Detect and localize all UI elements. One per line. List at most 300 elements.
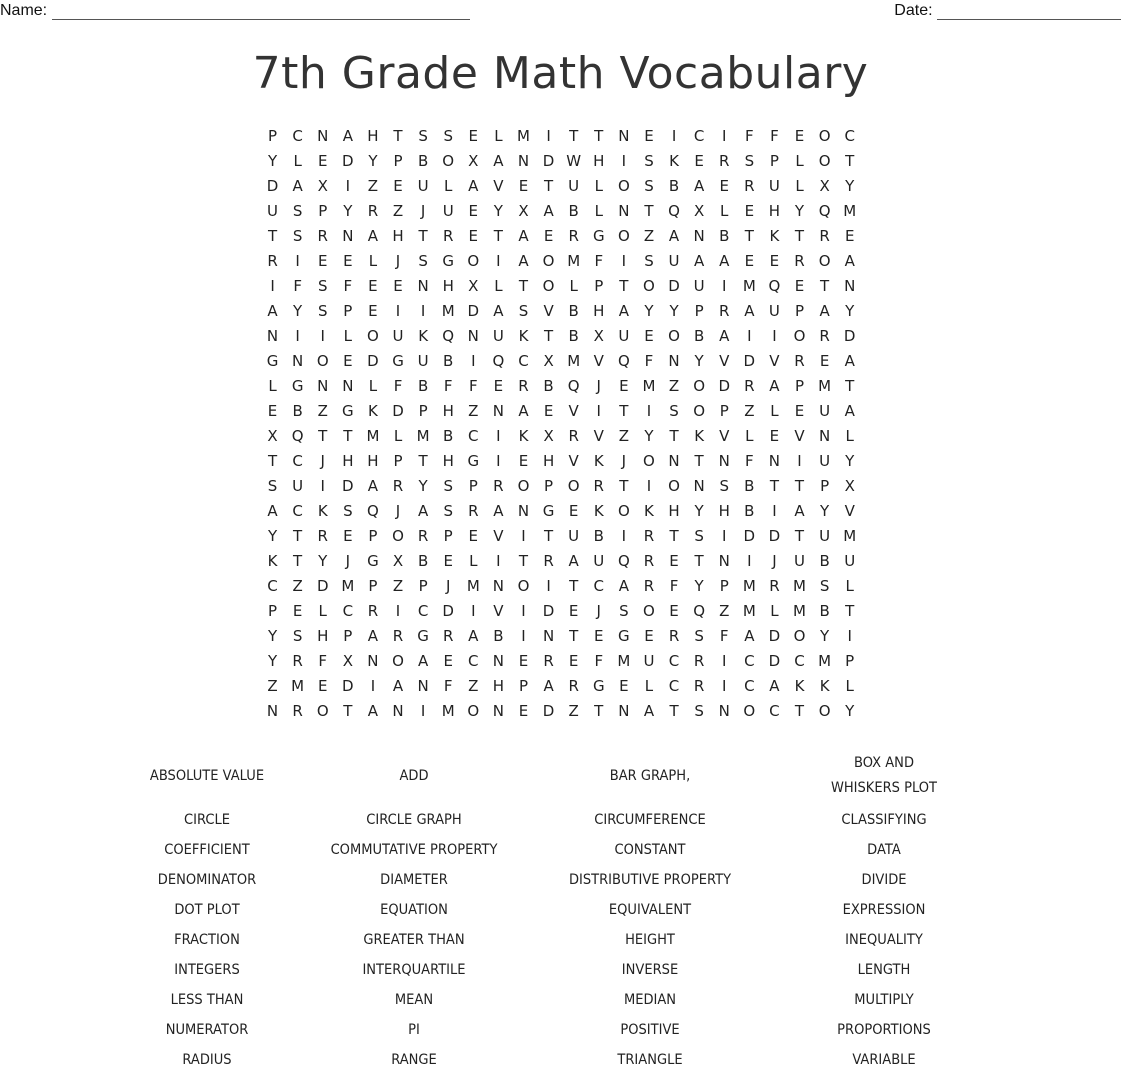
grid-letter[interactable]: R [317,227,328,245]
grid-letter[interactable]: A [744,302,755,320]
grid-letter[interactable]: D [367,352,379,370]
grid-letter[interactable]: P [393,152,403,170]
grid-letter[interactable]: S [443,127,453,145]
grid-letter[interactable]: S [443,502,453,520]
grid-letter[interactable]: X [694,202,705,220]
grid-letter[interactable]: F [318,652,328,670]
grid-letter[interactable]: U [568,527,580,545]
grid-letter[interactable]: Q [818,202,831,220]
grid-letter[interactable]: E [594,627,604,645]
grid-letter[interactable]: E [794,127,805,145]
grid-letter[interactable]: E [267,402,278,420]
grid-letter[interactable]: K [518,427,529,445]
grid-letter[interactable]: O [316,702,329,720]
grid-letter[interactable]: N [718,552,730,570]
grid-letter[interactable]: L [745,427,754,445]
grid-letter[interactable]: I [496,427,501,445]
grid-letter[interactable]: N [467,327,479,345]
grid-letter[interactable]: N [317,377,329,395]
grid-letter[interactable]: S [343,502,353,520]
grid-letter[interactable]: T [343,427,353,445]
grid-letter[interactable]: F [669,577,679,595]
grid-letter[interactable]: Q [668,202,680,220]
grid-letter[interactable]: A [493,502,504,520]
grid-letter[interactable]: E [694,152,704,170]
grid-letter[interactable]: E [744,252,755,270]
grid-letter[interactable]: V [794,427,805,445]
grid-letter[interactable]: C [668,652,680,670]
grid-letter[interactable]: R [392,477,404,495]
grid-letter[interactable]: E [669,602,679,620]
grid-letter[interactable]: L [569,277,578,295]
grid-letter[interactable]: H [668,502,680,520]
grid-letter[interactable]: S [744,152,755,170]
grid-letter[interactable]: T [619,477,629,495]
grid-letter[interactable]: G [291,377,304,395]
grid-letter[interactable]: R [442,227,454,245]
grid-letter[interactable]: T [619,402,629,420]
grid-letter[interactable]: E [468,227,479,245]
grid-letter[interactable]: L [795,152,804,170]
grid-letter[interactable]: N [618,702,630,720]
grid-letter[interactable]: R [392,627,404,645]
grid-letter[interactable]: A [392,677,404,695]
grid-letter[interactable]: A [267,502,278,520]
grid-letter[interactable]: P [544,477,554,495]
grid-letter[interactable]: O [467,702,480,720]
grid-letter[interactable]: A [367,702,379,720]
grid-letter[interactable]: U [442,202,454,220]
grid-letter[interactable]: T [293,552,303,570]
grid-letter[interactable]: G [618,627,630,645]
grid-letter[interactable]: U [693,277,705,295]
grid-letter[interactable]: A [668,227,680,245]
grid-letter[interactable]: P [769,152,779,170]
grid-letter[interactable]: X [342,652,353,670]
grid-letter[interactable]: U [643,652,655,670]
grid-letter[interactable]: E [468,127,479,145]
grid-letter[interactable]: D [542,702,555,720]
grid-letter[interactable]: I [772,327,777,345]
grid-letter[interactable]: N [492,652,504,670]
grid-letter[interactable]: O [316,352,329,370]
grid-letter[interactable]: E [368,302,378,320]
grid-letter[interactable]: E [393,177,403,195]
grid-letter[interactable]: L [845,427,854,445]
grid-letter[interactable]: G [442,252,455,270]
grid-letter[interactable]: P [694,302,704,320]
grid-letter[interactable]: R [292,702,303,720]
grid-letter[interactable]: P [418,577,428,595]
grid-letter[interactable]: E [644,627,654,645]
grid-letter[interactable]: I [521,602,526,620]
grid-letter[interactable]: N [517,502,530,520]
grid-letter[interactable]: L [494,127,503,145]
grid-letter[interactable]: T [543,327,554,345]
grid-letter[interactable]: I [496,552,501,570]
grid-letter[interactable]: K [694,427,705,445]
grid-letter[interactable]: E [568,602,579,620]
grid-letter[interactable]: X [317,177,328,195]
grid-letter[interactable]: Y [267,527,278,545]
grid-letter[interactable]: V [593,427,604,445]
grid-letter[interactable]: Y [845,302,855,320]
grid-letter[interactable]: J [772,552,777,570]
grid-letter[interactable]: P [268,127,278,145]
grid-letter[interactable]: A [468,177,479,195]
grid-letter[interactable]: N [618,202,630,220]
grid-letter[interactable]: Z [367,177,379,195]
grid-letter[interactable]: K [644,502,654,520]
grid-letter[interactable]: M [742,577,756,595]
grid-letter[interactable]: E [619,677,629,695]
grid-letter[interactable]: R [568,427,579,445]
grid-letter[interactable]: O [818,252,831,270]
grid-letter[interactable]: N [492,702,504,720]
grid-letter[interactable]: E [518,177,529,195]
grid-letter[interactable]: O [693,377,706,395]
grid-letter[interactable]: E [343,252,353,270]
grid-letter[interactable]: V [543,302,554,320]
grid-letter[interactable]: L [770,402,779,420]
grid-letter[interactable]: T [644,202,654,220]
grid-letter[interactable]: I [496,252,501,270]
grid-letter[interactable]: S [719,477,729,495]
grid-letter[interactable]: T [794,527,805,545]
grid-letter[interactable]: Z [317,402,328,420]
grid-letter[interactable]: C [744,652,755,670]
grid-letter[interactable]: R [367,202,379,220]
grid-letter[interactable]: G [392,352,404,370]
grid-letter[interactable]: U [593,552,605,570]
grid-letter[interactable]: I [270,277,275,295]
grid-letter[interactable]: Y [669,302,679,320]
grid-letter[interactable]: R [819,327,830,345]
grid-letter[interactable]: T [493,227,503,245]
grid-letter[interactable]: I [345,177,351,195]
grid-letter[interactable]: I [420,702,426,720]
grid-letter[interactable]: V [769,352,780,370]
grid-letter[interactable]: G [266,352,279,370]
grid-letter[interactable]: T [619,277,629,295]
grid-letter[interactable]: O [442,152,455,170]
grid-letter[interactable]: N [844,277,856,295]
grid-letter[interactable]: T [569,627,579,645]
grid-letter[interactable]: E [443,652,453,670]
grid-letter[interactable]: M [617,652,631,670]
grid-letter[interactable]: A [292,177,303,195]
grid-letter[interactable]: R [693,652,705,670]
grid-letter[interactable]: A [493,152,504,170]
grid-letter[interactable]: V [493,602,504,620]
grid-letter[interactable]: T [694,452,704,470]
grid-letter[interactable]: T [543,177,554,195]
grid-letter[interactable]: I [722,127,727,145]
grid-letter[interactable]: N [342,227,354,245]
grid-letter[interactable]: F [594,652,604,670]
grid-letter[interactable]: R [819,227,830,245]
grid-letter[interactable]: O [668,327,680,345]
grid-letter[interactable]: Y [493,202,503,220]
grid-letter[interactable]: O [643,452,655,470]
grid-letter[interactable]: T [569,127,579,145]
grid-letter[interactable]: K [593,452,604,470]
grid-letter[interactable]: T [594,702,604,720]
grid-letter[interactable]: C [593,577,604,595]
grid-letter[interactable]: O [818,152,831,170]
grid-letter[interactable]: E [292,602,303,620]
grid-letter[interactable]: P [468,477,478,495]
grid-letter[interactable]: F [443,677,453,695]
grid-letter[interactable]: X [593,327,604,345]
grid-letter[interactable]: I [621,152,627,170]
grid-letter[interactable]: R [668,627,680,645]
grid-letter[interactable]: E [769,252,780,270]
grid-letter[interactable]: C [417,602,429,620]
grid-letter[interactable]: D [342,477,354,495]
grid-letter[interactable]: N [618,127,630,145]
grid-letter[interactable]: K [317,502,328,520]
grid-letter[interactable]: M [642,377,656,395]
grid-letter[interactable]: Q [768,277,781,295]
grid-letter[interactable]: Y [820,627,830,645]
grid-letter[interactable]: O [793,327,806,345]
grid-letter[interactable]: R [518,377,529,395]
grid-letter[interactable]: Z [668,377,680,395]
grid-letter[interactable]: P [719,577,729,595]
grid-letter[interactable]: S [292,227,303,245]
grid-letter[interactable]: M [818,377,832,395]
grid-letter[interactable]: T [820,277,830,295]
grid-letter[interactable]: Y [267,652,278,670]
grid-letter[interactable]: N [768,452,781,470]
grid-letter[interactable]: B [443,427,454,445]
grid-letter[interactable]: N [392,702,404,720]
grid-letter[interactable]: A [744,627,755,645]
grid-letter[interactable]: C [744,677,755,695]
grid-letter[interactable]: Z [568,702,579,720]
grid-letter[interactable]: P [368,577,378,595]
grid-letter[interactable]: T [569,577,579,595]
grid-letter[interactable]: F [719,627,729,645]
grid-letter[interactable]: O [392,652,404,670]
grid-letter[interactable]: Q [291,427,304,445]
grid-letter[interactable]: Q [492,352,505,370]
grid-letter[interactable]: D [542,152,555,170]
grid-letter[interactable]: B [593,527,604,545]
grid-letter[interactable]: M [793,577,806,595]
grid-letter[interactable]: Y [845,177,855,195]
grid-letter[interactable]: P [368,527,378,545]
grid-letter[interactable]: X [468,277,479,295]
grid-letter[interactable]: E [794,402,805,420]
grid-letter[interactable]: R [744,177,755,195]
grid-letter[interactable]: J [420,202,426,220]
grid-letter[interactable]: D [342,152,354,170]
grid-letter[interactable]: I [847,627,852,645]
grid-letter[interactable]: M [818,652,832,670]
grid-letter[interactable]: U [819,527,831,545]
grid-letter[interactable]: N [417,677,429,695]
grid-letter[interactable]: N [317,127,329,145]
grid-letter[interactable]: T [418,227,428,245]
grid-letter[interactable]: Q [567,377,580,395]
grid-letter[interactable]: E [317,252,328,270]
grid-letter[interactable]: R [643,552,655,570]
grid-letter[interactable]: A [719,327,730,345]
grid-letter[interactable]: A [417,502,429,520]
grid-letter[interactable]: L [770,602,779,620]
grid-letter[interactable]: L [594,202,603,220]
grid-letter[interactable]: A [367,477,379,495]
grid-letter[interactable]: S [317,302,328,320]
grid-letter[interactable]: Y [794,202,805,220]
grid-letter[interactable]: H [367,127,379,145]
grid-letter[interactable]: G [467,452,480,470]
grid-letter[interactable]: B [568,302,579,320]
grid-letter[interactable]: L [494,277,503,295]
grid-letter[interactable]: A [844,402,855,420]
grid-letter[interactable]: I [596,402,601,420]
grid-letter[interactable]: N [693,477,705,495]
grid-letter[interactable]: E [619,377,629,395]
grid-letter[interactable]: U [844,552,856,570]
grid-letter[interactable]: A [769,377,780,395]
grid-letter[interactable]: Z [292,577,303,595]
grid-letter[interactable]: I [546,127,551,145]
grid-letter[interactable]: N [266,702,279,720]
grid-letter[interactable]: D [768,627,781,645]
grid-letter[interactable]: B [292,402,303,420]
grid-letter[interactable]: M [742,277,756,295]
grid-letter[interactable]: N [342,377,354,395]
grid-letter[interactable]: A [468,627,479,645]
grid-letter[interactable]: S [443,477,453,495]
grid-letter[interactable]: M [517,127,530,145]
grid-letter[interactable]: K [267,552,278,570]
grid-letter[interactable]: Y [845,452,855,470]
grid-letter[interactable]: R [292,652,303,670]
grid-letter[interactable]: C [292,452,303,470]
grid-letter[interactable]: D [342,677,354,695]
grid-letter[interactable]: A [643,702,655,720]
grid-letter[interactable]: E [568,502,579,520]
grid-letter[interactable]: P [794,377,805,395]
grid-letter[interactable]: E [317,152,328,170]
grid-letter[interactable]: S [292,202,303,220]
grid-letter[interactable]: C [292,127,303,145]
grid-letter[interactable]: A [618,302,629,320]
grid-letter[interactable]: R [593,477,604,495]
grid-letter[interactable]: Z [643,227,655,245]
grid-letter[interactable]: L [845,577,854,595]
grid-letter[interactable]: L [444,177,453,195]
grid-letter[interactable]: U [819,402,831,420]
grid-letter[interactable]: E [844,227,855,245]
grid-letter[interactable]: O [617,502,630,520]
grid-letter[interactable]: H [367,452,379,470]
grid-letter[interactable]: U [267,202,279,220]
grid-letter[interactable]: V [493,177,504,195]
grid-letter[interactable]: V [568,402,579,420]
grid-letter[interactable]: L [268,377,277,395]
grid-letter[interactable]: D [668,277,680,295]
grid-letter[interactable]: T [669,427,679,445]
grid-letter[interactable]: A [518,402,529,420]
grid-letter[interactable]: N [693,227,705,245]
grid-letter[interactable]: S [619,602,629,620]
grid-letter[interactable]: E [518,452,529,470]
grid-letter[interactable]: A [719,252,730,270]
grid-letter[interactable]: N [492,577,504,595]
grid-letter[interactable]: X [844,477,855,495]
grid-letter[interactable]: C [342,602,354,620]
grid-letter[interactable]: Y [694,502,704,520]
grid-letter[interactable]: I [395,602,401,620]
grid-letter[interactable]: E [794,277,805,295]
grid-letter[interactable]: N [266,327,279,345]
grid-letter[interactable]: S [694,527,704,545]
grid-letter[interactable]: P [794,302,805,320]
grid-letter[interactable]: I [471,602,476,620]
grid-letter[interactable]: T [518,277,529,295]
grid-letter[interactable]: R [417,527,429,545]
grid-letter[interactable]: Q [693,602,706,620]
grid-letter[interactable]: S [669,402,679,420]
grid-letter[interactable]: M [793,602,806,620]
grid-letter[interactable]: I [797,452,802,470]
grid-letter[interactable]: G [342,402,354,420]
grid-letter[interactable]: Z [744,402,755,420]
grid-letter[interactable]: D [743,352,756,370]
grid-letter[interactable]: R [267,252,278,270]
grid-letter[interactable]: C [468,427,479,445]
grid-letter[interactable]: O [467,252,480,270]
grid-letter[interactable]: F [745,452,754,470]
grid-letter[interactable]: L [594,177,603,195]
grid-letter[interactable]: B [417,152,429,170]
grid-letter[interactable]: L [368,252,378,270]
grid-letter[interactable]: V [593,352,604,370]
grid-letter[interactable]: O [818,702,831,720]
grid-letter[interactable]: Z [468,677,479,695]
grid-letter[interactable]: L [720,202,729,220]
grid-letter[interactable]: N [367,652,379,670]
grid-letter[interactable]: E [518,652,529,670]
grid-letter[interactable]: C [468,652,479,670]
grid-letter[interactable]: R [643,577,655,595]
grid-letter[interactable]: O [818,127,831,145]
grid-letter[interactable]: T [669,702,679,720]
grid-letter[interactable]: Y [694,352,704,370]
grid-letter[interactable]: Y [318,552,328,570]
grid-letter[interactable]: X [543,427,554,445]
grid-letter[interactable]: P [719,402,729,420]
grid-letter[interactable]: K [518,327,529,345]
grid-letter[interactable]: N [542,627,555,645]
grid-letter[interactable]: R [468,502,479,520]
grid-letter[interactable]: F [293,277,302,295]
grid-letter[interactable]: T [267,452,278,470]
grid-letter[interactable]: N [818,427,831,445]
grid-letter[interactable]: Q [367,502,379,520]
grid-letter[interactable]: N [718,452,730,470]
grid-letter[interactable]: I [621,527,627,545]
grid-letter[interactable]: U [768,177,780,195]
grid-letter[interactable]: E [543,402,554,420]
grid-letter[interactable]: X [468,152,479,170]
grid-letter[interactable]: I [395,302,401,320]
